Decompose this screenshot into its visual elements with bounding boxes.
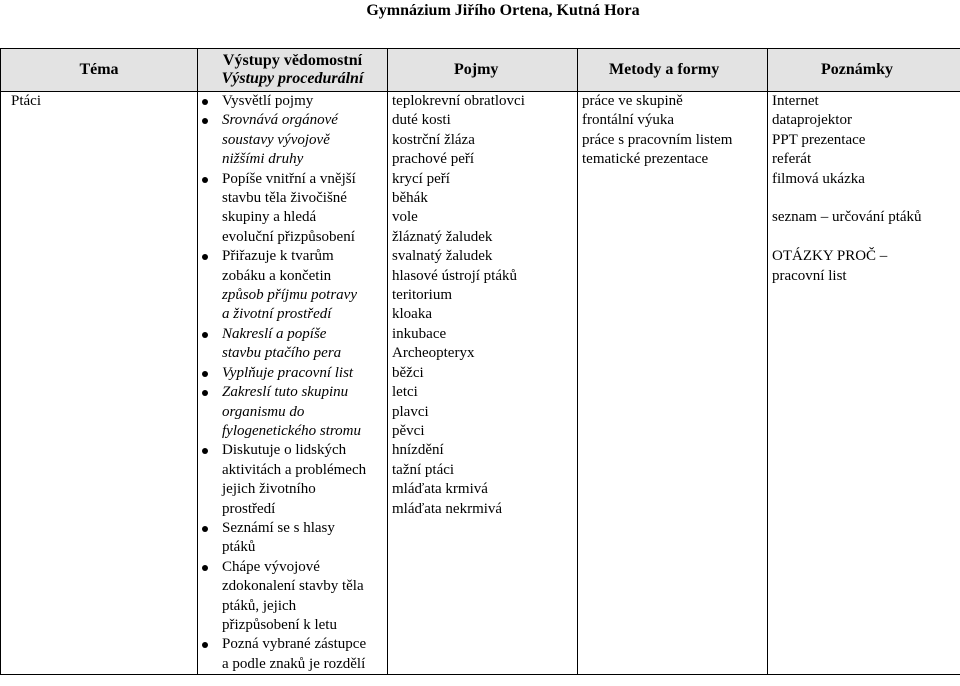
poznamky-content: [768, 92, 960, 286]
vystup-line: způsob příjmu potravy: [222, 287, 357, 304]
metoda-item: tematické prezentace: [582, 151, 709, 168]
vystup-item: [212, 635, 387, 674]
pojem-item: teplokrevní obratlovci: [392, 93, 525, 109]
vystup-line: prostředí: [222, 500, 276, 517]
vystup-line: stavbu těla živočišné: [222, 190, 347, 207]
header-metody: Metody a formy: [578, 49, 768, 92]
bullet-icon: [202, 118, 208, 124]
pojem-item: kostrční žláza: [392, 131, 475, 148]
vystup-line: soustavy vývojově: [222, 131, 330, 148]
pojem-item: letci: [392, 384, 418, 401]
pojem-item: duté kosti: [392, 112, 451, 129]
vystup-line: a životní prostředí: [222, 306, 332, 323]
bullet-icon: [202, 565, 208, 571]
metoda-item: práce s pracovním listem: [582, 131, 733, 148]
bullet-icon: [202, 332, 208, 338]
bullet-icon: [202, 177, 208, 183]
table-row: [1, 92, 960, 675]
vystup-line: Vyplňuje pracovní list: [222, 364, 354, 381]
pojem-item: hlasové ústrojí ptáků: [392, 267, 517, 284]
vystup-line: jejich životního: [222, 481, 316, 498]
vystupy-cell: [198, 92, 388, 675]
vystup-line: stavbu ptačího pera: [222, 345, 342, 362]
vystup-line: Nakreslí a popíše: [222, 325, 327, 342]
bullet-icon: [202, 526, 208, 532]
vystup-item: [212, 519, 387, 558]
vystup-line: Pozná vybrané zástupce: [222, 636, 367, 653]
header-pojmy: Pojmy: [388, 49, 578, 92]
pojem-item: hnízdění: [392, 442, 444, 459]
vystup-item: [212, 111, 387, 169]
tema-cell: Ptáci: [1, 92, 198, 675]
spacer: [772, 228, 960, 247]
vystup-line: zdokonalení stavby těla: [222, 578, 364, 595]
vystup-line: Seznámí se s hlasy: [222, 519, 335, 536]
header-tema: Téma: [1, 49, 198, 92]
vystup-line: Přiřazuje k tvarům: [222, 248, 334, 265]
pojmy-list: [388, 92, 577, 519]
pojem-item: běhák: [392, 190, 428, 207]
bullet-icon: [202, 448, 208, 454]
metoda-item: práce ve skupině: [582, 93, 683, 109]
poznamky-otazky: OTÁZKY PROČ –: [772, 248, 888, 265]
vystup-item: [212, 558, 387, 636]
vystup-item: [212, 286, 387, 325]
pojem-item: svalnatý žaludek: [392, 248, 493, 265]
poznamka-item: dataprojektor: [772, 112, 852, 129]
vystup-item: [212, 92, 387, 111]
vystup-item: [212, 325, 387, 364]
pojem-item: Archeopteryx: [392, 345, 475, 362]
pojem-item: prachové peří: [392, 151, 475, 168]
bullet-icon: [202, 254, 208, 260]
metody-cell: [578, 92, 768, 675]
vystup-line: aktivitách a problémech: [222, 461, 367, 478]
vystup-line: zobáku a končetin: [222, 267, 332, 284]
metody-list: [578, 92, 767, 170]
pojmy-cell: [388, 92, 578, 675]
poznamka-item: Internet: [772, 93, 819, 109]
vystup-line: Vysvětlí pojmy: [222, 93, 314, 109]
curriculum-table: [0, 48, 960, 675]
vystup-line: a podle znaků je rozdělí: [222, 655, 366, 672]
poznamky-pracovni-list: pracovní list: [772, 267, 847, 284]
vystupy-list: [198, 92, 387, 674]
vystup-item: [212, 383, 387, 441]
vystup-line: Chápe vývojové: [222, 558, 320, 575]
vystup-line: ptáků, jejich: [222, 597, 297, 614]
vystup-item: [212, 170, 387, 248]
pojem-item: mláďata nekrmivá: [392, 500, 503, 517]
poznamka-item: referát: [772, 151, 812, 168]
vystup-line: Srovnává orgánové: [222, 112, 338, 129]
pojem-item: plavci: [392, 403, 429, 420]
poznamka-item: PPT prezentace: [772, 131, 866, 148]
header-vystupy-proceduralni: Výstupy procedurální: [221, 70, 364, 87]
bullet-icon: [202, 642, 208, 648]
poznamka-item: filmová ukázka: [772, 170, 865, 187]
header-vystupy: [198, 49, 388, 92]
spacer: [772, 189, 960, 208]
vystup-item: [212, 364, 387, 383]
metoda-item: frontální výuka: [582, 112, 675, 129]
pojem-item: pěvci: [392, 422, 425, 439]
bullet-icon: [202, 371, 208, 377]
pojem-item: teritorium: [392, 287, 452, 304]
vystup-line: Popíše vnitřní a vnější: [222, 170, 356, 187]
pojem-item: tažní ptáci: [392, 461, 455, 478]
pojem-item: žláznatý žaludek: [392, 228, 493, 245]
vystup-line: přizpůsobení k letu: [222, 616, 337, 633]
header-poznamky: Poznámky: [768, 49, 960, 92]
vystup-line: Diskutuje o lidských: [222, 442, 347, 459]
pojem-item: inkubace: [392, 325, 447, 342]
vystup-line: ptáků: [222, 539, 256, 556]
vystup-line: nižšími druhy: [222, 151, 304, 168]
header-row: [1, 49, 960, 92]
vystup-line: organismu do: [222, 403, 305, 420]
page-title: Gymnázium Jiřího Ortena, Kutná Hora: [366, 2, 640, 19]
pojem-item: mláďata krmivá: [392, 481, 488, 498]
poznamky-cell: [768, 92, 960, 675]
header-vystupy-vedomostni: Výstupy vědomostní: [222, 52, 363, 69]
vystup-item: [212, 441, 387, 519]
pojem-item: běžci: [392, 364, 424, 381]
pojem-item: kloaka: [392, 306, 432, 323]
bullet-icon: [202, 390, 208, 396]
vystup-item: [212, 247, 387, 286]
vystup-line: skupiny a hledá: [222, 209, 317, 226]
bullet-icon: [202, 99, 208, 105]
vystup-line: fylogenetického stromu: [222, 422, 361, 439]
vystup-line: Zakreslí tuto skupinu: [222, 384, 349, 401]
poznamky-seznam: seznam – určování ptáků: [772, 209, 922, 226]
vystup-line: evoluční přizpůsobení: [222, 228, 355, 245]
pojem-item: vole: [392, 209, 418, 226]
poznamky-list: [772, 92, 960, 189]
pojem-item: krycí peří: [392, 170, 450, 187]
